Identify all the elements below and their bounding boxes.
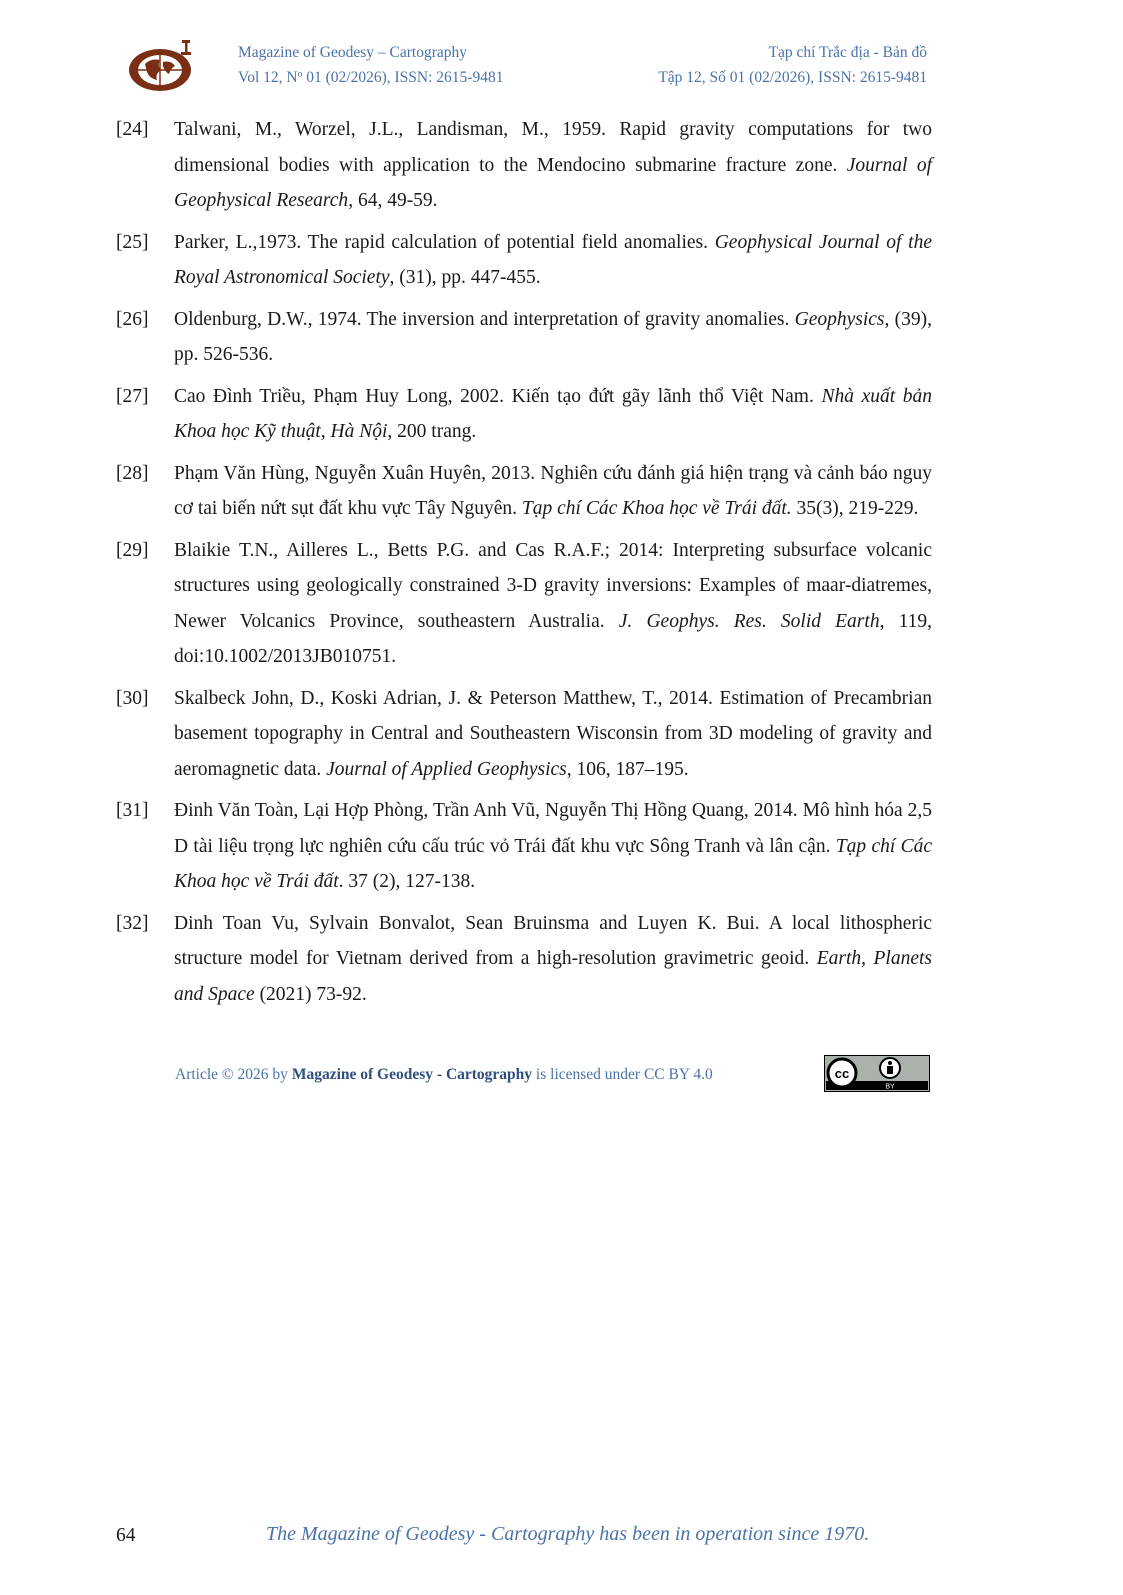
license-prefix: Article © 2026 by [175,1066,292,1083]
reference-text: Oldenburg, D.W., 1974. The inversion and interpretation of gravity anomalies. [174,308,795,330]
page-number: 64 [116,1525,136,1546]
footer-note: The Magazine of Geodesy - Cartography has been in operation since 1970. [266,1523,870,1545]
reference-venue: Tạp chí Các Khoa học về Trái đất [174,835,932,892]
reference-item [116,456,932,527]
reference-item [116,379,932,450]
reference-text: Phạm Văn Hùng, Nguyễn Xuân Huyên, 2013. Nghiên cứu đánh giá hiện trạng và cảnh báo nguy cơ tai biến nứt sụt đất khu vực Tây Nguyên. [174,462,932,519]
reference-venue: Geophysical Journal of the Royal Astronomical Society [174,231,932,288]
reference-venue: Tạp chí Các Khoa học về Trái đất. [521,498,792,519]
license-journal[interactable]: Magazine of Geodesy [291,1066,434,1083]
reference-item [116,681,932,788]
reference-text: Dinh Toan Vu, Sylvain Bonvalot, Sean Bruinsma and Luyen K. Bui. A local lithospheric structure model for Vietnam derived from a high-resolution gravimetric geoid. [174,912,932,969]
reference-tail: , (31), pp. 447-455. [389,267,541,288]
reference-tail: , (39), pp. 526-536. [174,308,932,365]
reference-item [116,225,932,296]
reference-venue: J. Geophys. Res. Solid Earth [618,610,880,632]
license-journal-2[interactable]: Cartography [445,1066,533,1083]
header-right [658,40,927,90]
reference-venue: Journal of Applied Geophysics [326,758,567,780]
reference-number: [24] [116,119,149,140]
reference-item [116,112,932,219]
journal-name-vi: Tạp chí Trắc địa - Bản đồ [768,44,927,61]
reference-number: [32] [116,912,149,934]
reference-tail: , 200 trang. [387,421,477,442]
reference-tail: 35(3), 219-229. [791,498,919,519]
reference-number: [25] [116,231,149,253]
license-suffix[interactable]: is licensed under CC BY 4.0 [532,1066,713,1083]
reference-number: [28] [116,462,149,484]
cc-by-icon[interactable] [824,1055,930,1092]
reference-tail: (2021) 73-92. [254,983,367,1005]
reference-text: Talwani, M., Worzel, J.L., Landisman, M., 1959. Rapid gravity computations for two dimensional bodies with application to the Mendocino submarine fracture zone. [174,119,932,176]
reference-item [116,533,932,675]
cc-letters: cc [834,1066,850,1081]
reference-item [116,793,932,900]
license-statement [175,1066,713,1084]
reference-number: [31] [116,800,149,821]
journal-name-en: Magazine of Geodesy – Cartography [238,44,467,61]
reference-number: [29] [116,539,149,561]
license-separator: - [433,1066,446,1083]
reference-text: Parker, L.,1973. The rapid calculation of potential field anomalies. [174,231,715,253]
reference-text: Đinh Văn Toàn, Lại Hợp Phòng, Trần Anh Vũ, Nguyễn Thị Hồng Quang, 2014. Mô hình hóa 2,5 D tài liệu trọng lực nghiên cứu cấu trúc vỏ Trái đất khu vực Sông Tranh và lân cận. [174,800,932,857]
reference-number: [26] [116,308,149,330]
reference-list [116,112,932,1018]
reference-venue: Geophysics [794,308,885,330]
reference-item [116,302,932,373]
reference-tail: , 64, 49-59. [348,190,438,211]
header-left [238,40,503,90]
reference-tail: . 37 (2), 127-138. [338,871,476,892]
reference-item [116,906,932,1013]
reference-text: Cao Đình Triều, Phạm Huy Long, 2002. Kiến tạo đứt gãy lãnh thổ Việt Nam. [174,385,822,407]
journal-logo-icon [127,38,197,94]
reference-text: Blaikie T.N., Ailleres L., Betts P.G. and Cas R.A.F.; 2014: Interpreting subsurface volcanic structures using geologically constrained 3-D gravity inversions: Examples of maar-diatremes, Newer Volcanics Province, southeastern Australia. [174,539,932,632]
reference-tail: , 119, doi:10.1002/2013JB010751. [174,610,933,667]
reference-number: [27] [116,385,149,407]
issue-info-en: Vol 12, Nº 01 (02/2026), ISSN: 2615-9481 [238,69,504,86]
issue-info-vi: Tập 12, Số 01 (02/2026), ISSN: 2615-9481 [658,69,927,86]
reference-venue: Journal of Geophysical Research [174,154,932,211]
reference-venue: Nhà xuất bản Khoa học Kỹ thuật, Hà Nội [174,385,932,442]
reference-number: [30] [116,687,149,709]
reference-venue: Earth, Planets and Space [174,948,932,1005]
reference-tail: , 106, 187–195. [566,758,689,780]
by-label: BY [885,1083,895,1091]
reference-text: Skalbeck John, D., Koski Adrian, J. & Peterson Matthew, T., 2014. Estimation of Precambrian basement topography in Central and Southeastern Wisconsin from 3D modeling of gravity and aeromagnetic data. [174,687,932,780]
